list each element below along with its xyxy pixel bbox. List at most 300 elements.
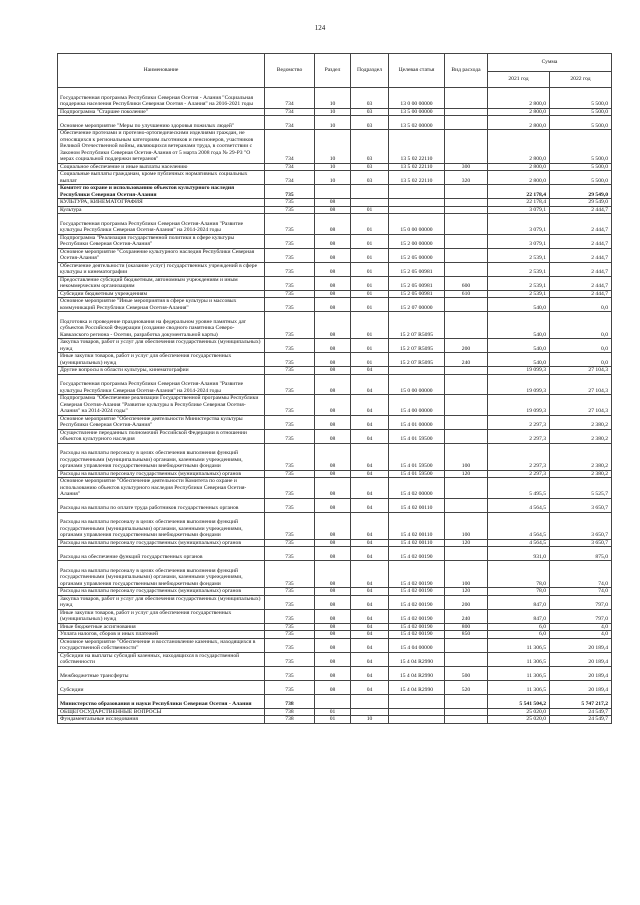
cell-ved: 735: [265, 547, 315, 561]
cell-ved: 735: [265, 561, 315, 588]
table-row: [58, 248, 612, 262]
cell-expense-type: [445, 498, 488, 512]
cell-razdel: 08: [315, 234, 351, 248]
cell-razdel: 10: [315, 130, 351, 164]
cell-sum-2021: 2 539,1: [488, 248, 550, 262]
header-sum: Сумма: [488, 54, 612, 72]
table-row: [58, 470, 612, 478]
cell-ved: 735: [265, 353, 315, 367]
cell-razdel: 10: [315, 163, 351, 171]
cell-sum-2021: 540,0: [488, 298, 550, 312]
cell-razdel: 10: [315, 116, 351, 130]
cell-sum-2021: 540,0: [488, 353, 550, 367]
cell-target-article: [389, 206, 445, 214]
cell-ved: 735: [265, 367, 315, 375]
cell-name: Министерство образования и науки Республики Северная Осетия - Алания: [58, 694, 265, 708]
cell-ved: 735: [265, 595, 315, 609]
table-row: [58, 539, 612, 547]
cell-expense-type: 600: [445, 276, 488, 290]
cell-podrazdel: 04: [351, 595, 389, 609]
cell-target-article: 15 4 02 00110: [389, 539, 445, 547]
cell-expense-type: [445, 88, 488, 109]
cell-name: Комитет по охране и использованию объектов культурного наследия Республики Северная Осетия-Алания: [58, 185, 265, 199]
table-row: [58, 163, 612, 171]
cell-name: Другие вопросы в области культуры, кинематографии: [58, 367, 265, 375]
cell-ved: 735: [265, 478, 315, 499]
cell-target-article: 15 2 05 00981: [389, 276, 445, 290]
cell-razdel: 08: [315, 374, 351, 395]
cell-expense-type: [445, 652, 488, 666]
cell-name: Основное мероприятие "Меры по улучшению здоровья пожилых людей": [58, 116, 265, 130]
cell-expense-type: 120: [445, 539, 488, 547]
cell-sum-2022: 2 380,2: [550, 429, 612, 443]
cell-ved: 735: [265, 395, 315, 416]
table-row: [58, 415, 612, 429]
table-row: [58, 694, 612, 708]
cell-podrazdel: 04: [351, 680, 389, 694]
cell-target-article: 15 4 04 R2990: [389, 652, 445, 666]
cell-ved: 738: [265, 708, 315, 716]
cell-podrazdel: 04: [351, 623, 389, 631]
cell-sum-2022: 2 444,7: [550, 248, 612, 262]
cell-expense-type: [445, 262, 488, 276]
cell-sum-2021: 847,0: [488, 609, 550, 623]
cell-sum-2022: 797,0: [550, 595, 612, 609]
cell-sum-2021: 19 099,3: [488, 367, 550, 375]
cell-ved: 735: [265, 652, 315, 666]
cell-razdel: 08: [315, 248, 351, 262]
cell-target-article: 15 4 02 00190: [389, 547, 445, 561]
cell-name: Обеспечение деятельности (оказание услуг) государственных учреждений в сфере культуры и кинематографии: [58, 262, 265, 276]
cell-sum-2022: 74,0: [550, 561, 612, 588]
cell-name: Расходы на выплаты персоналу государственных (муниципальных) органов: [58, 588, 265, 596]
cell-ved: 735: [265, 666, 315, 680]
cell-ved: 735: [265, 638, 315, 652]
table-row: [58, 588, 612, 596]
cell-ved: 735: [265, 680, 315, 694]
cell-ved: 734: [265, 116, 315, 130]
cell-name: Расходы на выплаты персоналу государственных (муниципальных) органов: [58, 539, 265, 547]
cell-razdel: 08: [315, 367, 351, 375]
cell-ved: 734: [265, 163, 315, 171]
cell-expense-type: 240: [445, 353, 488, 367]
cell-sum-2021: 2 800,0: [488, 116, 550, 130]
cell-sum-2021: 25 020,0: [488, 708, 550, 716]
cell-podrazdel: 01: [351, 234, 389, 248]
cell-sum-2022: 27 104,3: [550, 367, 612, 375]
header-name: Наименование: [58, 54, 265, 88]
table-row: [58, 353, 612, 367]
cell-target-article: 15 2 07 00000: [389, 298, 445, 312]
table-row: [58, 623, 612, 631]
cell-target-article: 15 2 07 R5095: [389, 353, 445, 367]
cell-sum-2022: 0,0: [550, 298, 612, 312]
cell-razdel: 08: [315, 631, 351, 639]
cell-name: Расходы на выплаты персоналу государственных (муниципальных) органов: [58, 470, 265, 478]
cell-ved: 735: [265, 339, 315, 353]
cell-target-article: 15 4 02 00000: [389, 478, 445, 499]
cell-target-article: 13 5 02 22110: [389, 130, 445, 164]
cell-target-article: [389, 716, 445, 724]
cell-sum-2021: 5 541 504,2: [488, 694, 550, 708]
cell-expense-type: 240: [445, 609, 488, 623]
cell-name: Социальные выплаты гражданам, кроме публичных нормативных социальных выплат: [58, 171, 265, 185]
cell-razdel: 08: [315, 478, 351, 499]
table-row: [58, 443, 612, 470]
cell-ved: 734: [265, 130, 315, 164]
cell-name: Подпрограмма "Обеспечение реализации Государственной программы Республики Северная Осетия-Алания "Развитие культуры в Республике Северная Осетия-Алания" на 2014-2024 годы": [58, 395, 265, 416]
cell-target-article: 15 2 05 00981: [389, 290, 445, 298]
cell-name: Социальное обеспечение и иные выплаты населению: [58, 163, 265, 171]
cell-expense-type: [445, 367, 488, 375]
cell-target-article: 15 2 00 00000: [389, 234, 445, 248]
cell-name: Расходы на выплаты персоналу в целях обеспечения выполнения функций государственными (муниципальными) органами, казенными учреждениями, органами управления государственными внебюджетными фондами: [58, 512, 265, 539]
cell-target-article: 15 0 00 00000: [389, 374, 445, 395]
cell-ved: 738: [265, 694, 315, 708]
cell-sum-2022: 0,0: [550, 353, 612, 367]
cell-ved: 734: [265, 171, 315, 185]
budget-table: [57, 53, 612, 724]
cell-razdel: 08: [315, 588, 351, 596]
cell-razdel: [315, 694, 351, 708]
cell-name: Основное мероприятие "Обеспечение деятельности Комитета по охране и использованию объектов культурного наследия Республики Северная Осетия-Алания": [58, 478, 265, 499]
cell-name: Иные закупки товаров, работ и услуг для обеспечения государственных (муниципальных) нужд: [58, 353, 265, 367]
cell-podrazdel: 04: [351, 478, 389, 499]
cell-target-article: 15 0 00 00000: [389, 214, 445, 235]
cell-name: Закупка товаров, работ и услуг для обеспечения государственных (муниципальных) нужд: [58, 595, 265, 609]
cell-expense-type: 850: [445, 631, 488, 639]
cell-target-article: [389, 694, 445, 708]
cell-ved: 735: [265, 631, 315, 639]
cell-ved: 735: [265, 429, 315, 443]
cell-ved: 735: [265, 443, 315, 470]
cell-sum-2022: 2 444,7: [550, 234, 612, 248]
table-row: [58, 108, 612, 116]
cell-name: Расходы на выплаты персоналу в целях обеспечения выполнения функций государственными (муниципальными) органами, казенными учреждениями, органами управления государственными внебюджетными фондами: [58, 561, 265, 588]
cell-podrazdel: 04: [351, 498, 389, 512]
cell-target-article: 15 4 02 00190: [389, 595, 445, 609]
table-row: [58, 214, 612, 235]
cell-sum-2021: 931,0: [488, 547, 550, 561]
cell-podrazdel: 04: [351, 512, 389, 539]
cell-expense-type: [445, 716, 488, 724]
cell-expense-type: 610: [445, 290, 488, 298]
cell-podrazdel: 04: [351, 539, 389, 547]
cell-razdel: 08: [315, 609, 351, 623]
cell-podrazdel: [351, 199, 389, 207]
cell-name: Уплата налогов, сборов и иных платежей: [58, 631, 265, 639]
cell-sum-2022: 20 189,4: [550, 638, 612, 652]
cell-sum-2021: 11 306,5: [488, 666, 550, 680]
cell-razdel: 08: [315, 652, 351, 666]
cell-razdel: [315, 185, 351, 199]
cell-name: Субсидии: [58, 680, 265, 694]
cell-razdel: 08: [315, 214, 351, 235]
cell-target-article: 15 4 02 00190: [389, 623, 445, 631]
header-podrazdel: Подраздел: [351, 54, 389, 88]
cell-sum-2022: 27 104,3: [550, 374, 612, 395]
cell-target-article: 15 4 00 00000: [389, 395, 445, 416]
table-row: [58, 478, 612, 499]
cell-ved: 735: [265, 290, 315, 298]
cell-podrazdel: 04: [351, 470, 389, 478]
cell-razdel: 08: [315, 199, 351, 207]
cell-expense-type: 500: [445, 666, 488, 680]
cell-sum-2022: 2 380,2: [550, 443, 612, 470]
cell-target-article: 15 2 05 00981: [389, 262, 445, 276]
cell-name: Закупка товаров, работ и услуг для обеспечения государственных (муниципальных) нужд: [58, 339, 265, 353]
cell-target-article: [389, 708, 445, 716]
table-row: [58, 116, 612, 130]
cell-podrazdel: 04: [351, 547, 389, 561]
table-row: [58, 609, 612, 623]
cell-sum-2022: 74,0: [550, 588, 612, 596]
cell-target-article: 15 4 02 00190: [389, 631, 445, 639]
cell-name: Иные закупки товаров, работ и услуг для обеспечения государственных (муниципальных) нужд: [58, 609, 265, 623]
cell-podrazdel: 01: [351, 290, 389, 298]
table-row: [58, 171, 612, 185]
cell-sum-2022: 2 444,7: [550, 290, 612, 298]
table-row: [58, 374, 612, 395]
cell-sum-2022: 2 444,7: [550, 276, 612, 290]
cell-razdel: 08: [315, 290, 351, 298]
cell-razdel: 08: [315, 539, 351, 547]
cell-podrazdel: 03: [351, 130, 389, 164]
cell-podrazdel: 04: [351, 638, 389, 652]
cell-podrazdel: 01: [351, 214, 389, 235]
cell-sum-2022: 2 444,7: [550, 262, 612, 276]
cell-sum-2021: 2 297,3: [488, 443, 550, 470]
cell-sum-2021: 540,0: [488, 312, 550, 339]
cell-razdel: 08: [315, 623, 351, 631]
cell-name: Основное мероприятие "Обеспечение и восстановление казенных, находящихся в государственной собственности": [58, 638, 265, 652]
cell-sum-2021: 11 306,5: [488, 652, 550, 666]
table-row: [58, 199, 612, 207]
cell-sum-2022: 3 650,7: [550, 512, 612, 539]
cell-sum-2022: 20 189,4: [550, 666, 612, 680]
table-row: [58, 262, 612, 276]
cell-podrazdel: 03: [351, 163, 389, 171]
table-row: [58, 716, 612, 724]
cell-target-article: 15 2 07 R5095: [389, 312, 445, 339]
cell-ved: 735: [265, 262, 315, 276]
cell-expense-type: [445, 708, 488, 716]
cell-podrazdel: 04: [351, 367, 389, 375]
cell-target-article: 15 4 02 00190: [389, 609, 445, 623]
cell-sum-2022: 0,0: [550, 312, 612, 339]
cell-target-article: 15 4 02 00110: [389, 498, 445, 512]
cell-podrazdel: [351, 185, 389, 199]
table-row: [58, 367, 612, 375]
cell-name: ОБЩЕГОСУДАРСТВЕННЫЕ ВОПРОСЫ: [58, 708, 265, 716]
header-target-article: Целевая статья: [389, 54, 445, 88]
cell-sum-2022: 2 444,7: [550, 214, 612, 235]
cell-expense-type: [445, 116, 488, 130]
cell-sum-2021: 78,0: [488, 588, 550, 596]
cell-podrazdel: 04: [351, 631, 389, 639]
header-year-2021: 2021 год: [488, 72, 550, 88]
cell-razdel: 08: [315, 206, 351, 214]
cell-sum-2022: 5 500,0: [550, 88, 612, 109]
cell-sum-2021: 11 306,5: [488, 638, 550, 652]
cell-sum-2021: 6,0: [488, 623, 550, 631]
cell-sum-2021: 6,0: [488, 631, 550, 639]
cell-razdel: 08: [315, 298, 351, 312]
cell-sum-2021: 3 079,1: [488, 234, 550, 248]
cell-ved: 735: [265, 415, 315, 429]
budget-table-container: [57, 53, 611, 724]
cell-sum-2021: 2 800,0: [488, 130, 550, 164]
cell-sum-2021: 78,0: [488, 561, 550, 588]
cell-razdel: 08: [315, 276, 351, 290]
table-row: [58, 234, 612, 248]
cell-sum-2022: 24 549,7: [550, 708, 612, 716]
cell-target-article: 15 4 02 00190: [389, 588, 445, 596]
cell-podrazdel: 03: [351, 108, 389, 116]
cell-name: Основное мероприятие "Иные мероприятия в сфере культуры и массовых коммуникаций Республики Северная Осетия-Алания": [58, 298, 265, 312]
cell-target-article: 13 5 02 00000: [389, 116, 445, 130]
cell-sum-2021: 19 099,3: [488, 374, 550, 395]
page-number: 124: [314, 24, 326, 32]
table-row: [58, 708, 612, 716]
cell-podrazdel: 01: [351, 262, 389, 276]
cell-ved: 735: [265, 609, 315, 623]
cell-expense-type: 200: [445, 595, 488, 609]
cell-podrazdel: 01: [351, 298, 389, 312]
cell-sum-2022: 2 380,2: [550, 470, 612, 478]
cell-name: Подготовка и проведение празднования на федеральном уровне памятных дат субъектов Российской Федерации (создание сводного памятника Северо-Кавказского региона - Осетии, разработка документальной карты): [58, 312, 265, 339]
cell-sum-2022: 875,0: [550, 547, 612, 561]
cell-target-article: 15 4 01 59500: [389, 429, 445, 443]
cell-sum-2022: 3 650,7: [550, 498, 612, 512]
table-row: [58, 298, 612, 312]
cell-sum-2022: 20 189,4: [550, 680, 612, 694]
cell-name: Основное мероприятие "Обеспечение деятельности Министерства культуры Республики Северная Осетия-Алания": [58, 415, 265, 429]
cell-expense-type: [445, 298, 488, 312]
cell-name: Подпрограмма "Старшее поколение": [58, 108, 265, 116]
cell-sum-2022: 5 525,7: [550, 478, 612, 499]
cell-expense-type: [445, 108, 488, 116]
cell-sum-2022: 24 549,7: [550, 716, 612, 724]
cell-expense-type: [445, 415, 488, 429]
cell-expense-type: 120: [445, 470, 488, 478]
cell-sum-2022: 2 380,2: [550, 415, 612, 429]
cell-sum-2022: 5 747 217,2: [550, 694, 612, 708]
cell-podrazdel: 03: [351, 88, 389, 109]
cell-podrazdel: 04: [351, 652, 389, 666]
cell-sum-2021: 2 800,0: [488, 163, 550, 171]
cell-expense-type: [445, 547, 488, 561]
cell-razdel: 08: [315, 547, 351, 561]
cell-sum-2022: 29 549,0: [550, 199, 612, 207]
cell-expense-type: [445, 206, 488, 214]
cell-target-article: 15 4 01 59500: [389, 470, 445, 478]
cell-podrazdel: [351, 694, 389, 708]
cell-target-article: 15 4 01 59500: [389, 443, 445, 470]
cell-name: Основное мероприятие "Сохранение культурного наследия Республики Северная Осетия-Алания": [58, 248, 265, 262]
cell-expense-type: 100: [445, 512, 488, 539]
cell-target-article: 13 5 00 00000: [389, 108, 445, 116]
cell-ved: 735: [265, 374, 315, 395]
cell-expense-type: [445, 638, 488, 652]
cell-podrazdel: 01: [351, 248, 389, 262]
cell-name: Расходы на выплаты по оплате труда работников государственных органов: [58, 498, 265, 512]
cell-expense-type: [445, 214, 488, 235]
cell-podrazdel: [351, 708, 389, 716]
cell-sum-2021: 2 539,1: [488, 276, 550, 290]
table-row: [58, 561, 612, 588]
cell-expense-type: 800: [445, 623, 488, 631]
header-year-2022: 2022 год: [550, 72, 612, 88]
cell-ved: 735: [265, 539, 315, 547]
cell-sum-2022: 5 500,0: [550, 116, 612, 130]
cell-razdel: 08: [315, 312, 351, 339]
cell-name: Субсидии бюджетным учреждениям: [58, 290, 265, 298]
cell-sum-2021: 4 564,5: [488, 512, 550, 539]
table-body: [58, 88, 612, 724]
cell-sum-2022: 0,0: [550, 339, 612, 353]
cell-podrazdel: 04: [351, 374, 389, 395]
table-header: [58, 54, 612, 88]
cell-name: Межбюджетные трансферты: [58, 666, 265, 680]
table-row: [58, 547, 612, 561]
cell-name: Государственная программа Республики Северная Осетия-Алания "Развитие культуры Республики Северная Осетия-Алания" на 2014-2024 годы: [58, 214, 265, 235]
cell-sum-2021: 19 099,3: [488, 395, 550, 416]
cell-razdel: 08: [315, 443, 351, 470]
cell-sum-2021: 2 297,3: [488, 429, 550, 443]
cell-podrazdel: 01: [351, 312, 389, 339]
cell-razdel: 08: [315, 429, 351, 443]
cell-razdel: 08: [315, 498, 351, 512]
cell-razdel: 08: [315, 561, 351, 588]
cell-sum-2021: 25 020,0: [488, 716, 550, 724]
cell-sum-2021: 4 564,5: [488, 498, 550, 512]
cell-razdel: 01: [315, 716, 351, 724]
cell-ved: 735: [265, 276, 315, 290]
cell-target-article: 15 4 02 00110: [389, 512, 445, 539]
cell-razdel: 08: [315, 415, 351, 429]
cell-ved: 738: [265, 716, 315, 724]
cell-target-article: 15 4 04 00000: [389, 638, 445, 652]
table-row: [58, 638, 612, 652]
table-row: [58, 595, 612, 609]
cell-name: Предоставление субсидий бюджетным, автономным учреждениям и иным некоммерческим организациям: [58, 276, 265, 290]
table-row: [58, 666, 612, 680]
table-row: [58, 206, 612, 214]
cell-target-article: [389, 185, 445, 199]
cell-razdel: 01: [315, 708, 351, 716]
cell-sum-2021: 540,0: [488, 339, 550, 353]
cell-sum-2021: 22 178,4: [488, 199, 550, 207]
cell-expense-type: [445, 248, 488, 262]
cell-razdel: 08: [315, 262, 351, 276]
cell-target-article: 15 2 05 00000: [389, 248, 445, 262]
cell-expense-type: 320: [445, 171, 488, 185]
cell-sum-2021: 2 800,0: [488, 171, 550, 185]
cell-target-article: 15 2 07 R5095: [389, 339, 445, 353]
cell-sum-2021: 4 564,5: [488, 539, 550, 547]
cell-name: Государственная программа Республики Северная Осетия-Алания "Развитие культуры Республики Северная Осетия-Алания" на 2014-2024 годы: [58, 374, 265, 395]
cell-target-article: 15 4 04 R2990: [389, 666, 445, 680]
cell-sum-2022: 4,0: [550, 631, 612, 639]
cell-sum-2021: 5 495,5: [488, 478, 550, 499]
cell-target-article: [389, 199, 445, 207]
cell-podrazdel: 04: [351, 429, 389, 443]
table-row: [58, 498, 612, 512]
table-row: [58, 512, 612, 539]
cell-name: Субсидии на выплаты субсидий казенных, находящихся в государственной собственности: [58, 652, 265, 666]
cell-ved: 735: [265, 248, 315, 262]
